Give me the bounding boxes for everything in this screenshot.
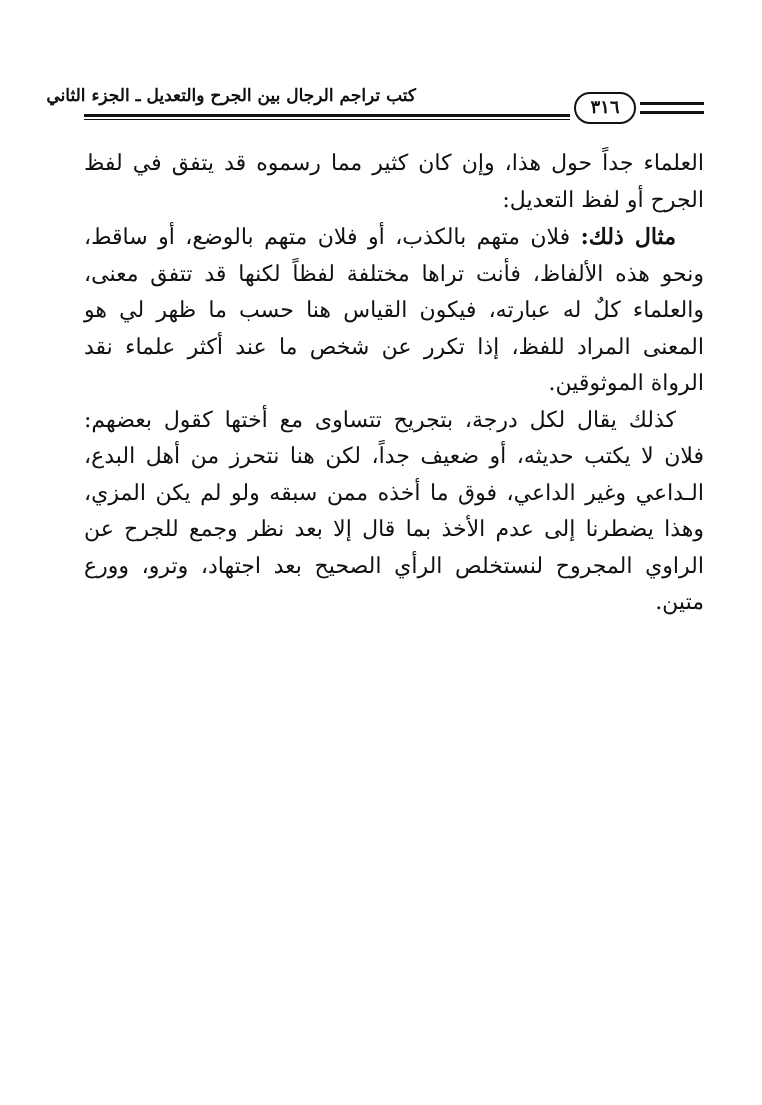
paragraph-3-text: كذلك يقال لكل درجة، بتجريح تتساوى مع أختها كقول بعضهم: فلان لا يكتب حديثه، أو ضعيف جداً، لكن هنا نتحرز من أهل البدع، الـداعي وغير الداعي، فوق ما أخذه ممن سبقه ولو لم يكن المزي، وهذا يضطرنا إلى عدم الأخذ بما قال إلا بعد نظر وجمع للجرح عن الراوي المجروح لنستخلص الرأي الصحيح بعد اجتهاد، وترو، وورع متين. — [84, 407, 704, 615]
page-header — [46, 80, 704, 122]
running-title: كتب تراجم الرجال بين الجرح والتعديل ـ الجزء الثاني — [46, 86, 416, 106]
page-number: ٣١٦ — [574, 92, 636, 124]
paragraph-2-text: فلان متهم بالكذب، أو فلان متهم بالوضع، أو ساقط، ونحو هذه الألفاظ، فأنت تراها مختلفة لفظاً لكنها قد تتفق معنى، والعلماء كلٌ له عبارته، فيكون القياس هنا حسب ما ظهر لي هو المعنى المراد للفظ، إذا تكرر عن شخص ما عند أكثر علماء نقد الرواة الموثوقين. — [84, 225, 704, 396]
page-number-dashes — [640, 102, 704, 114]
paragraph-1 — [84, 146, 704, 219]
paragraph-3 — [84, 403, 704, 622]
header-rule — [84, 114, 570, 120]
paragraph-2 — [84, 219, 704, 403]
page-body — [84, 146, 704, 622]
example-label: مثال ذلك: — [580, 224, 676, 250]
paper-grain — [462, 865, 762, 1105]
paragraph-1-text: العلماء جداً حول هذا، وإن كان كثير مما رسموه قد يتفق في لفظ الجرح أو لفظ التعديل: — [84, 151, 704, 213]
